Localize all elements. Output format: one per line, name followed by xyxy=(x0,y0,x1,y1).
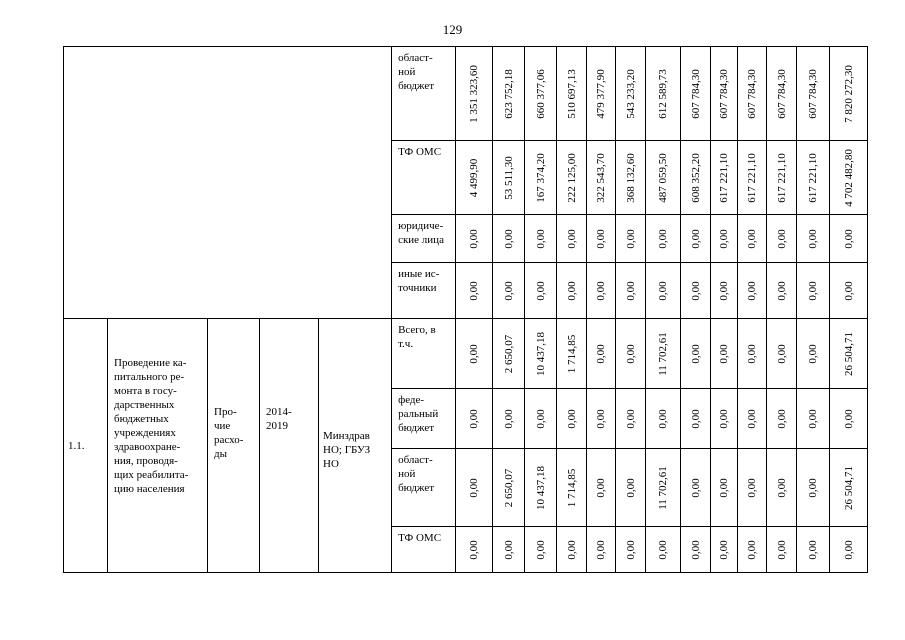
value-text: 0,00 xyxy=(746,477,759,498)
value-cell xyxy=(830,527,868,573)
value-cell xyxy=(681,449,711,527)
value-text: 0,00 xyxy=(595,539,608,560)
value-cell xyxy=(797,141,830,215)
value-cell xyxy=(616,527,646,573)
value-cell xyxy=(711,263,738,319)
value-text: 607 784,30 xyxy=(746,68,759,119)
value-text: 0,00 xyxy=(746,228,759,249)
value-cell xyxy=(711,319,738,389)
executor-cell: Минздрав НО; ГБУЗ НО xyxy=(319,319,392,573)
page-number: 129 xyxy=(442,22,463,37)
value-cell xyxy=(738,263,767,319)
table-row xyxy=(64,47,868,141)
value-cell xyxy=(797,449,830,527)
value-text: 617 221,10 xyxy=(807,152,820,203)
value-cell xyxy=(738,527,767,573)
value-text: 0,00 xyxy=(595,477,608,498)
value-cell xyxy=(493,319,525,389)
value-text: 0,00 xyxy=(657,228,670,249)
value-text: 0,00 xyxy=(746,539,759,560)
value-text: 0,00 xyxy=(468,477,481,498)
value-cell xyxy=(797,47,830,141)
value-text: 0,00 xyxy=(718,408,731,429)
value-cell xyxy=(557,449,587,527)
value-cell xyxy=(525,527,557,573)
value-cell xyxy=(525,141,557,215)
value-text: 11 702,61 xyxy=(657,465,670,510)
value-text: 607 784,30 xyxy=(689,68,702,119)
value-text: 0,00 xyxy=(595,343,608,364)
value-text: 0,00 xyxy=(718,539,731,560)
value-cell xyxy=(711,527,738,573)
period-cell: 2014- 2019 xyxy=(260,319,319,573)
funding-source-cell: Всего, в т.ч. xyxy=(392,319,456,389)
value-text: 53 511,30 xyxy=(502,155,515,200)
value-cell xyxy=(830,389,868,449)
value-cell xyxy=(525,389,557,449)
expense-type-cell: Про- чие расхо- ды xyxy=(208,319,260,573)
value-cell xyxy=(767,215,797,263)
value-text: 368 132,60 xyxy=(624,152,637,203)
funding-source-cell: ТФ ОМС xyxy=(392,527,456,573)
value-text: 0,00 xyxy=(689,539,702,560)
value-cell xyxy=(587,215,616,263)
value-text: 0,00 xyxy=(565,408,578,429)
value-cell xyxy=(830,449,868,527)
value-cell xyxy=(738,47,767,141)
value-cell xyxy=(616,449,646,527)
value-text: 0,00 xyxy=(746,408,759,429)
value-text: 0,00 xyxy=(624,343,637,364)
value-text: 0,00 xyxy=(657,539,670,560)
item-name-cell: Проведение ка- питального ре- монта в госу- дарственных бюджетных учреждениях здравоохране- ния, проводя- щих реабилита- цию населения xyxy=(108,319,208,573)
value-cell xyxy=(616,319,646,389)
value-text: 1 351 323,60 xyxy=(468,64,481,123)
value-cell xyxy=(557,215,587,263)
value-cell xyxy=(557,319,587,389)
value-text: 0,00 xyxy=(468,408,481,429)
value-text: 0,00 xyxy=(718,228,731,249)
value-text: 167 374,20 xyxy=(534,152,547,203)
value-text: 0,00 xyxy=(565,228,578,249)
value-text: 0,00 xyxy=(534,280,547,301)
value-text: 0,00 xyxy=(565,280,578,301)
value-cell xyxy=(456,319,493,389)
value-text: 0,00 xyxy=(624,408,637,429)
value-text: 0,00 xyxy=(624,280,637,301)
value-cell xyxy=(681,319,711,389)
value-text: 4 702 482,80 xyxy=(842,148,855,207)
value-text: 1 714,85 xyxy=(565,468,578,507)
value-cell xyxy=(456,449,493,527)
value-cell xyxy=(646,215,681,263)
value-cell xyxy=(738,215,767,263)
funding-source-cell: феде- ральный бюджет xyxy=(392,389,456,449)
value-text: 0,00 xyxy=(807,280,820,301)
value-cell xyxy=(456,389,493,449)
value-text: 26 504,71 xyxy=(842,331,855,376)
value-text: 0,00 xyxy=(842,280,855,301)
value-text: 617 221,10 xyxy=(746,152,759,203)
value-cell xyxy=(616,389,646,449)
value-text: 26 504,71 xyxy=(842,465,855,510)
value-text: 0,00 xyxy=(565,539,578,560)
value-cell xyxy=(557,527,587,573)
value-text: 1 714,85 xyxy=(565,334,578,373)
value-cell xyxy=(616,263,646,319)
value-cell xyxy=(493,141,525,215)
value-cell xyxy=(681,263,711,319)
value-cell xyxy=(797,263,830,319)
value-cell xyxy=(525,47,557,141)
value-text: 510 697,13 xyxy=(565,68,578,119)
value-cell xyxy=(767,319,797,389)
table-row xyxy=(64,319,868,389)
value-cell xyxy=(646,263,681,319)
funding-source-cell: област- ной бюджет xyxy=(392,47,456,141)
value-text: 617 221,10 xyxy=(718,152,731,203)
blank-merged-cell xyxy=(64,47,392,319)
value-cell xyxy=(681,389,711,449)
value-text: 0,00 xyxy=(746,280,759,301)
value-cell xyxy=(557,47,587,141)
value-cell xyxy=(456,215,493,263)
value-cell xyxy=(493,389,525,449)
value-text: 0,00 xyxy=(775,408,788,429)
value-text: 0,00 xyxy=(807,477,820,498)
value-text: 0,00 xyxy=(842,539,855,560)
value-text: 0,00 xyxy=(657,280,670,301)
value-text: 0,00 xyxy=(807,539,820,560)
value-text: 0,00 xyxy=(689,477,702,498)
value-cell xyxy=(587,263,616,319)
value-cell xyxy=(797,319,830,389)
value-cell xyxy=(797,389,830,449)
value-text: 0,00 xyxy=(624,228,637,249)
value-cell xyxy=(711,47,738,141)
value-cell xyxy=(646,389,681,449)
value-text: 0,00 xyxy=(718,280,731,301)
value-cell xyxy=(525,319,557,389)
value-text: 0,00 xyxy=(502,539,515,560)
value-text: 0,00 xyxy=(595,408,608,429)
funding-source-cell: иные ис- точники xyxy=(392,263,456,319)
value-text: 0,00 xyxy=(718,477,731,498)
value-cell xyxy=(767,263,797,319)
value-text: 0,00 xyxy=(807,228,820,249)
value-text: 0,00 xyxy=(624,539,637,560)
value-text: 322 543,70 xyxy=(595,152,608,203)
value-cell xyxy=(646,319,681,389)
value-cell xyxy=(681,215,711,263)
value-text: 2 650,07 xyxy=(502,468,515,507)
value-text: 0,00 xyxy=(468,228,481,249)
value-cell xyxy=(830,47,868,141)
value-text: 0,00 xyxy=(657,408,670,429)
value-cell xyxy=(557,389,587,449)
value-cell xyxy=(616,47,646,141)
value-text: 0,00 xyxy=(502,280,515,301)
value-cell xyxy=(587,141,616,215)
value-cell xyxy=(557,141,587,215)
value-text: 0,00 xyxy=(595,280,608,301)
value-text: 617 221,10 xyxy=(775,152,788,203)
value-text: 0,00 xyxy=(502,408,515,429)
value-cell xyxy=(711,141,738,215)
value-text: 0,00 xyxy=(689,343,702,364)
value-text: 0,00 xyxy=(595,228,608,249)
value-cell xyxy=(456,47,493,141)
value-text: 222 125,00 xyxy=(565,152,578,203)
value-cell xyxy=(616,141,646,215)
value-text: 607 784,30 xyxy=(775,68,788,119)
value-cell xyxy=(525,215,557,263)
value-text: 0,00 xyxy=(468,280,481,301)
value-cell xyxy=(456,527,493,573)
value-cell xyxy=(681,141,711,215)
value-cell xyxy=(767,449,797,527)
value-text: 4 499,90 xyxy=(468,158,481,197)
value-text: 10 437,18 xyxy=(534,465,547,510)
value-text: 607 784,30 xyxy=(718,68,731,119)
value-text: 0,00 xyxy=(842,228,855,249)
value-cell xyxy=(456,141,493,215)
table-body xyxy=(64,47,868,573)
value-text: 0,00 xyxy=(502,228,515,249)
value-cell xyxy=(646,449,681,527)
value-cell xyxy=(646,141,681,215)
value-cell xyxy=(711,215,738,263)
funding-source-cell: юридиче- ские лица xyxy=(392,215,456,263)
value-cell xyxy=(525,449,557,527)
value-cell xyxy=(557,263,587,319)
value-cell xyxy=(587,319,616,389)
value-cell xyxy=(711,389,738,449)
value-text: 0,00 xyxy=(689,280,702,301)
value-text: 0,00 xyxy=(807,343,820,364)
value-text: 0,00 xyxy=(689,408,702,429)
value-text: 0,00 xyxy=(534,408,547,429)
value-cell xyxy=(738,141,767,215)
value-text: 10 437,18 xyxy=(534,331,547,376)
value-text: 2 650,07 xyxy=(502,334,515,373)
value-text: 0,00 xyxy=(534,539,547,560)
budget-table xyxy=(63,46,868,573)
value-text: 0,00 xyxy=(775,280,788,301)
value-cell xyxy=(587,449,616,527)
funding-source-cell: област- ной бюджет xyxy=(392,449,456,527)
value-cell xyxy=(738,389,767,449)
value-cell xyxy=(738,319,767,389)
value-cell xyxy=(767,389,797,449)
value-cell xyxy=(587,47,616,141)
value-text: 0,00 xyxy=(624,477,637,498)
value-cell xyxy=(646,527,681,573)
value-text: 543 233,20 xyxy=(624,68,637,119)
value-cell xyxy=(493,527,525,573)
value-cell xyxy=(830,215,868,263)
value-text: 11 702,61 xyxy=(657,331,670,376)
value-text: 0,00 xyxy=(775,228,788,249)
value-cell xyxy=(493,215,525,263)
value-text: 0,00 xyxy=(468,539,481,560)
value-cell xyxy=(830,263,868,319)
value-text: 660 377,06 xyxy=(534,68,547,119)
value-cell xyxy=(493,263,525,319)
value-text: 623 752,18 xyxy=(502,68,515,119)
value-text: 607 784,30 xyxy=(807,68,820,119)
value-cell xyxy=(738,449,767,527)
value-cell xyxy=(616,215,646,263)
value-text: 0,00 xyxy=(534,228,547,249)
value-text: 608 352,20 xyxy=(689,152,702,203)
value-cell xyxy=(767,47,797,141)
value-text: 612 589,73 xyxy=(657,68,670,119)
value-text: 0,00 xyxy=(842,408,855,429)
value-text: 0,00 xyxy=(775,343,788,364)
value-text: 0,00 xyxy=(746,343,759,364)
value-text: 7 820 272,30 xyxy=(842,64,855,123)
value-text: 487 059,50 xyxy=(657,152,670,203)
value-cell xyxy=(830,319,868,389)
value-cell xyxy=(456,263,493,319)
value-text: 0,00 xyxy=(775,539,788,560)
value-cell xyxy=(767,527,797,573)
value-cell xyxy=(587,527,616,573)
value-cell xyxy=(493,47,525,141)
value-cell xyxy=(646,47,681,141)
value-cell xyxy=(797,527,830,573)
value-cell xyxy=(587,389,616,449)
value-text: 479 377,90 xyxy=(595,68,608,119)
value-text: 0,00 xyxy=(468,343,481,364)
value-cell xyxy=(711,449,738,527)
value-cell xyxy=(493,449,525,527)
funding-source-cell: ТФ ОМС xyxy=(392,141,456,215)
value-text: 0,00 xyxy=(775,477,788,498)
value-cell xyxy=(797,215,830,263)
item-number-cell: 1.1. xyxy=(64,319,108,573)
value-cell xyxy=(681,47,711,141)
value-cell xyxy=(681,527,711,573)
value-cell xyxy=(525,263,557,319)
value-text: 0,00 xyxy=(807,408,820,429)
value-text: 0,00 xyxy=(689,228,702,249)
value-cell xyxy=(767,141,797,215)
value-text: 0,00 xyxy=(718,343,731,364)
value-cell xyxy=(830,141,868,215)
